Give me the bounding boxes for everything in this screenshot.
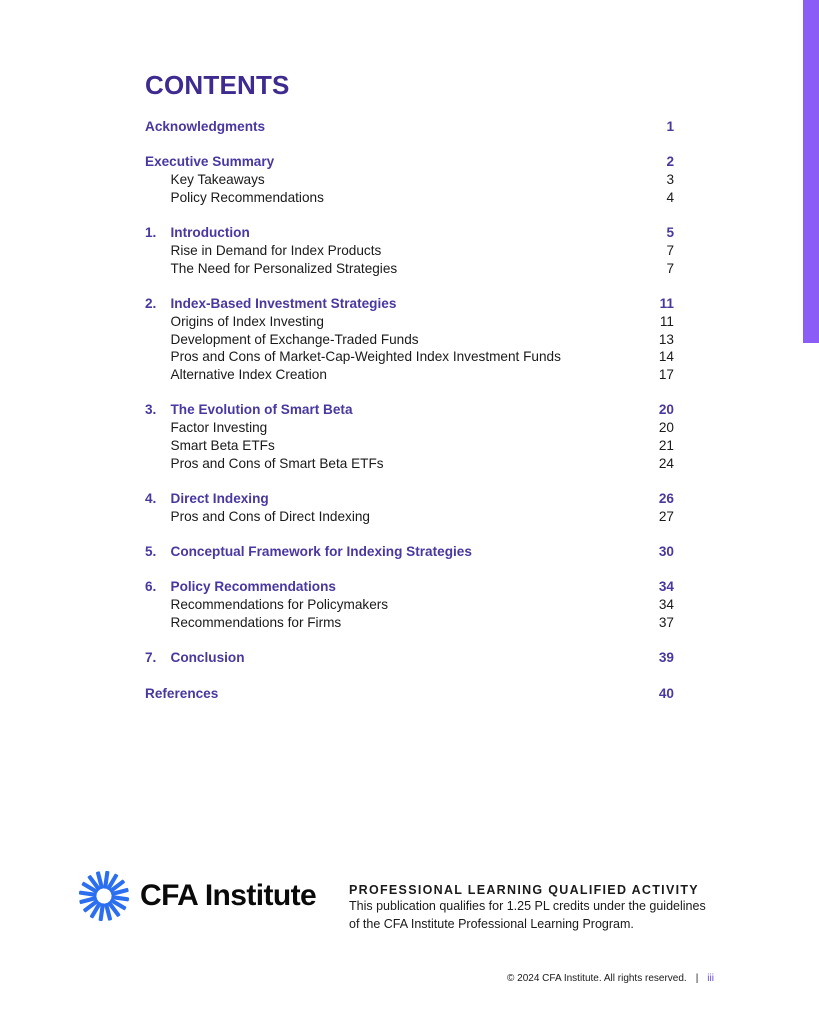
toc-section <box>145 153 674 206</box>
toc-entry-number: 1. <box>145 225 157 241</box>
table-of-contents <box>145 118 674 720</box>
toc-entry-main[interactable] <box>145 649 674 667</box>
toc-entry-label: References <box>145 685 219 701</box>
toc-sub-label: Development of Exchange-Traded Funds <box>170 331 419 347</box>
toc-entry-label: Conceptual Framework for Indexing Strategies <box>170 544 472 560</box>
toc-entry-number: 4. <box>145 490 157 506</box>
footer-separator: | <box>695 973 699 984</box>
toc-entry-sub[interactable] <box>145 614 674 632</box>
toc-sub-label: Pros and Cons of Direct Indexing <box>170 508 370 524</box>
toc-sub-page: 3 <box>666 172 674 188</box>
page-number: iii <box>707 973 714 984</box>
toc-entry-main[interactable] <box>145 685 674 703</box>
toc-sub-label: Origins of Index Investing <box>170 313 324 329</box>
logo-text: CFA Institute <box>140 879 317 912</box>
toc-section <box>145 543 674 561</box>
toc-sub-label: Recommendations for Policymakers <box>170 597 389 613</box>
toc-section <box>145 224 674 277</box>
toc-entry-sub[interactable] <box>145 313 674 331</box>
toc-sub-label: Rise in Demand for Index Products <box>170 242 382 258</box>
toc-sub-label: Pros and Cons of Market-Cap-Weighted Index Investment Funds <box>170 349 561 365</box>
toc-entry-main[interactable] <box>145 490 674 508</box>
toc-section <box>145 295 674 384</box>
toc-entry-label: Direct Indexing <box>170 490 269 506</box>
toc-entry-label: Index-Based Investment Strategies <box>170 296 397 312</box>
toc-section <box>145 685 674 703</box>
toc-entry-page: 39 <box>658 650 674 666</box>
pl-title: PROFESSIONAL LEARNING QUALIFIED ACTIVITY <box>349 883 699 897</box>
professional-learning-notice <box>349 882 749 933</box>
toc-sub-label: Recommendations for Firms <box>170 614 342 630</box>
toc-entry-page: 5 <box>666 225 674 241</box>
toc-entry-sub[interactable] <box>145 331 674 349</box>
toc-entry-main[interactable] <box>145 543 674 561</box>
toc-entry-label: Introduction <box>170 225 250 241</box>
toc-sub-page: 21 <box>658 437 674 453</box>
copyright-text: © 2024 CFA Institute. All rights reserved. <box>507 973 687 984</box>
toc-sub-page: 37 <box>658 614 674 630</box>
toc-entry-page: 1 <box>666 119 674 134</box>
toc-sub-page: 24 <box>658 455 674 471</box>
toc-section <box>145 401 674 472</box>
cfa-starburst-logo-icon <box>76 868 132 924</box>
toc-entry-label: Policy Recommendations <box>170 579 336 595</box>
toc-sub-page: 7 <box>666 242 674 258</box>
toc-entry-sub[interactable] <box>145 419 674 437</box>
toc-entry-page: 20 <box>658 402 674 418</box>
toc-entry-page: 26 <box>658 490 674 506</box>
toc-sub-page: 14 <box>658 349 674 365</box>
toc-entry-sub[interactable] <box>145 260 674 278</box>
page-footer <box>507 973 714 984</box>
toc-entry-sub[interactable] <box>145 171 674 189</box>
toc-sub-page: 4 <box>666 189 674 205</box>
toc-sub-page: 20 <box>658 420 674 436</box>
toc-sub-page: 34 <box>658 597 674 613</box>
toc-entry-page: 2 <box>666 154 674 170</box>
toc-entry-main[interactable] <box>145 153 674 171</box>
toc-entry-main[interactable] <box>145 401 674 419</box>
toc-entry-sub[interactable] <box>145 348 674 366</box>
toc-entry-number: 5. <box>145 544 157 560</box>
toc-entry-label: Conclusion <box>170 650 245 666</box>
toc-entry-sub[interactable] <box>145 242 674 260</box>
toc-entry-sub[interactable] <box>145 437 674 455</box>
toc-entry-number: 6. <box>145 579 157 595</box>
toc-entry-label: Acknowledgments <box>145 119 266 134</box>
toc-sub-label: Pros and Cons of Smart Beta ETFs <box>170 455 384 471</box>
pl-line-1: This publication qualifies for 1.25 PL credits under the guidelines <box>349 899 706 913</box>
toc-section <box>145 490 674 526</box>
toc-entry-page: 40 <box>658 685 674 701</box>
toc-entry-number: 7. <box>145 650 157 666</box>
toc-section <box>145 649 674 667</box>
toc-entry-label: The Evolution of Smart Beta <box>170 402 353 418</box>
toc-sub-label: Factor Investing <box>170 420 268 436</box>
toc-sub-label: Key Takeaways <box>170 172 265 188</box>
toc-entry-number: 3. <box>145 402 157 418</box>
toc-entry-main[interactable] <box>145 118 674 136</box>
toc-sub-page: 11 <box>659 313 674 329</box>
toc-entry-sub[interactable] <box>145 508 674 526</box>
toc-entry-page: 30 <box>658 544 674 560</box>
toc-sub-page: 13 <box>658 331 674 347</box>
toc-sub-page: 7 <box>666 260 674 276</box>
toc-sub-label: Alternative Index Creation <box>170 367 327 383</box>
toc-entry-page: 34 <box>658 579 674 595</box>
side-accent-tab <box>803 0 819 343</box>
toc-entry-sub[interactable] <box>145 366 674 384</box>
toc-entry-number: 2. <box>145 296 157 312</box>
toc-sub-page: 17 <box>658 367 674 383</box>
toc-entry-sub[interactable] <box>145 455 674 473</box>
toc-section <box>145 118 674 136</box>
toc-sub-label: The Need for Personalized Strategies <box>170 260 398 276</box>
toc-entry-sub[interactable] <box>145 189 674 207</box>
toc-entry-page: 11 <box>659 296 674 312</box>
toc-entry-sub[interactable] <box>145 596 674 614</box>
toc-entry-main[interactable] <box>145 295 674 313</box>
pl-line-2: of the CFA Institute Professional Learning Program. <box>349 916 634 931</box>
toc-sub-label: Smart Beta ETFs <box>170 437 275 453</box>
toc-entry-main[interactable] <box>145 224 674 242</box>
cfa-logo <box>76 868 316 924</box>
toc-section <box>145 578 674 631</box>
page-title: CONTENTS <box>145 70 290 100</box>
toc-sub-label: Policy Recommendations <box>170 189 324 205</box>
toc-entry-main[interactable] <box>145 578 674 596</box>
toc-sub-page: 27 <box>658 508 674 524</box>
toc-entry-label: Executive Summary <box>145 154 275 170</box>
